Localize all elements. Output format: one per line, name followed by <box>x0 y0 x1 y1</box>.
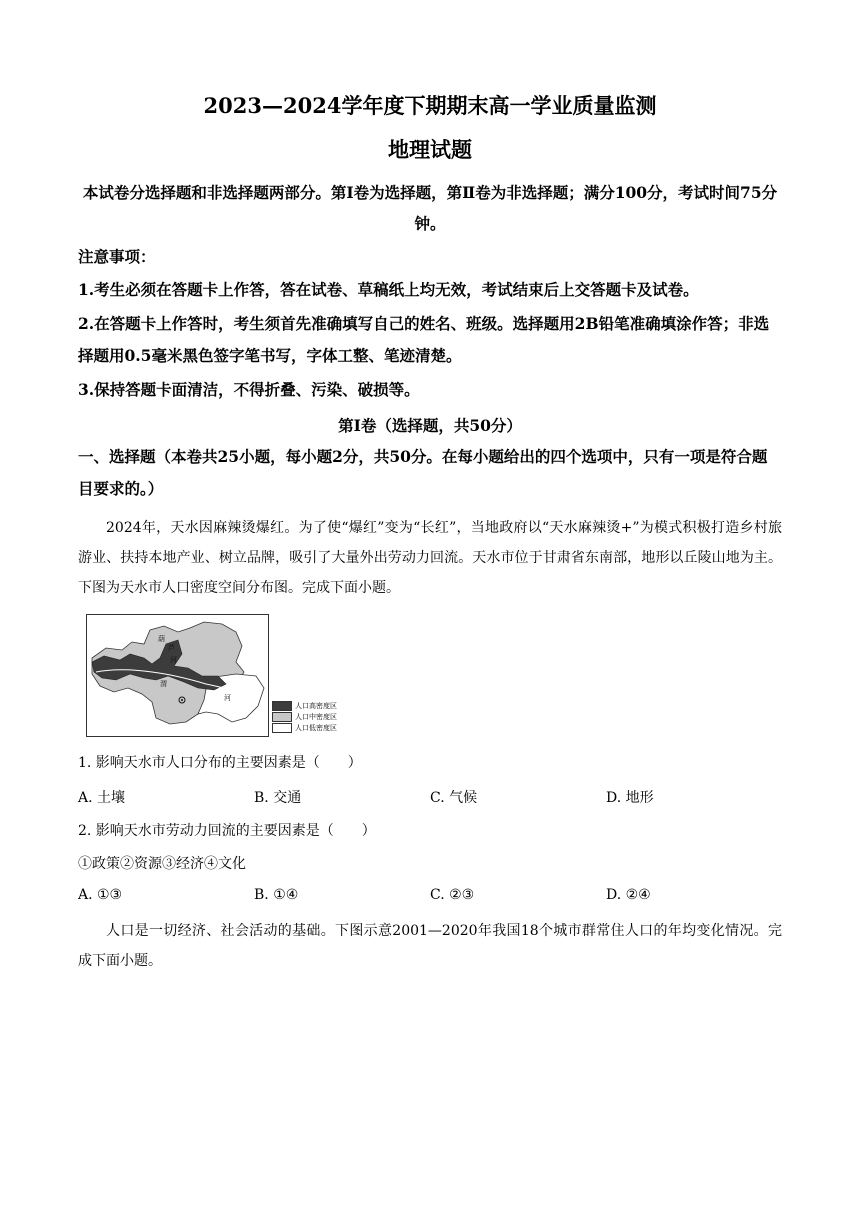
question-1-option-c[interactable]: C. 气候 <box>430 790 478 806</box>
map-figure <box>86 614 270 738</box>
question-2-option-a[interactable]: A. ①③ <box>78 887 123 903</box>
legend-label: 人口低密度区 <box>295 723 337 732</box>
exam-subject: 地理试题 <box>388 137 472 162</box>
section-heading: 第Ⅰ卷（选择题，共50分） <box>338 416 522 435</box>
map-label: 芦 <box>168 644 175 652</box>
question-2-sub: ①政策②资源③经济④文化 <box>78 856 246 872</box>
exam-title: 2023—2024学年度下期期末高一学业质量监测 <box>203 93 657 118</box>
notes-heading: 注意事项： <box>78 247 156 266</box>
question-2-option-d[interactable]: D. ②④ <box>606 887 651 903</box>
question-1-stem: 1. 影响天水市人口分布的主要因素是（ ） <box>78 755 362 771</box>
map-label: 渭 <box>160 680 167 688</box>
legend-label: 人口高密度区 <box>295 701 337 710</box>
passage-2: 人口是一切经济、社会活动的基础。下图示意2001—2020年我国18个城市群常住人口的年均变化情况。完成下面小题。 <box>78 923 782 969</box>
note-item-2: 2.在答题卡上作答时，考生须首先准确填写自己的姓名、班级。选择题用2B铅笔准确填涂作答；非选择题用0.5毫米黑色签字笔书写，字体工整、笔迹清楚。 <box>78 314 770 365</box>
passage-1: 2024年，天水因麻辣烫爆红。为了使“爆红”变为“长红”，当地政府以“天水麻辣烫+”为模式积极打造乡村旅游业、扶持本地产业、树立品牌，吸引了大量外出劳动力回流。天水市位于甘肃省东南部，地形以丘陵山地为主。下图为天水市人口密度空间分布图。完成下面小题。 <box>78 520 782 596</box>
legend-swatch <box>272 712 292 722</box>
legend-item-low <box>272 722 352 733</box>
note-item-1: 1.考生必须在答题卡上作答，答在试卷、草稿纸上均无效，考试结束后上交答题卡及试卷。 <box>78 280 699 299</box>
population-density-map <box>86 614 337 738</box>
question-2-option-c[interactable]: C. ②③ <box>430 887 475 903</box>
note-item-3: 3.保持答题卡面清洁，不得折叠、污染、破损等。 <box>78 380 420 399</box>
question-1-option-d[interactable]: D. 地形 <box>606 790 654 806</box>
map-label: 河 <box>224 694 231 702</box>
legend-label: 人口中密度区 <box>295 712 337 721</box>
map-legend <box>272 700 352 733</box>
map-label: 葫 <box>158 635 165 643</box>
legend-swatch <box>272 723 292 733</box>
question-1-option-a[interactable]: A. 土壤 <box>78 790 126 806</box>
legend-item-medium <box>272 711 352 722</box>
question-2-stem: 2. 影响天水市劳动力回流的主要因素是（ ） <box>78 823 376 839</box>
exam-intro: 本试卷分选择题和非选择题两部分。第Ⅰ卷为选择题，第Ⅱ卷为非选择题；满分100分，考试时间75分钟。 <box>82 183 778 233</box>
legend-item-high <box>272 700 352 711</box>
section-instruction: 一、选择题（本卷共25小题，每小题2分，共50分。在每小题给出的四个选项中，只有一项是符合题目要求的。） <box>78 447 768 498</box>
question-2-option-b[interactable]: B. ①④ <box>254 887 299 903</box>
question-1-option-b[interactable]: B. 交通 <box>254 790 302 806</box>
map-label: 河 <box>170 656 177 664</box>
legend-swatch <box>272 701 292 711</box>
